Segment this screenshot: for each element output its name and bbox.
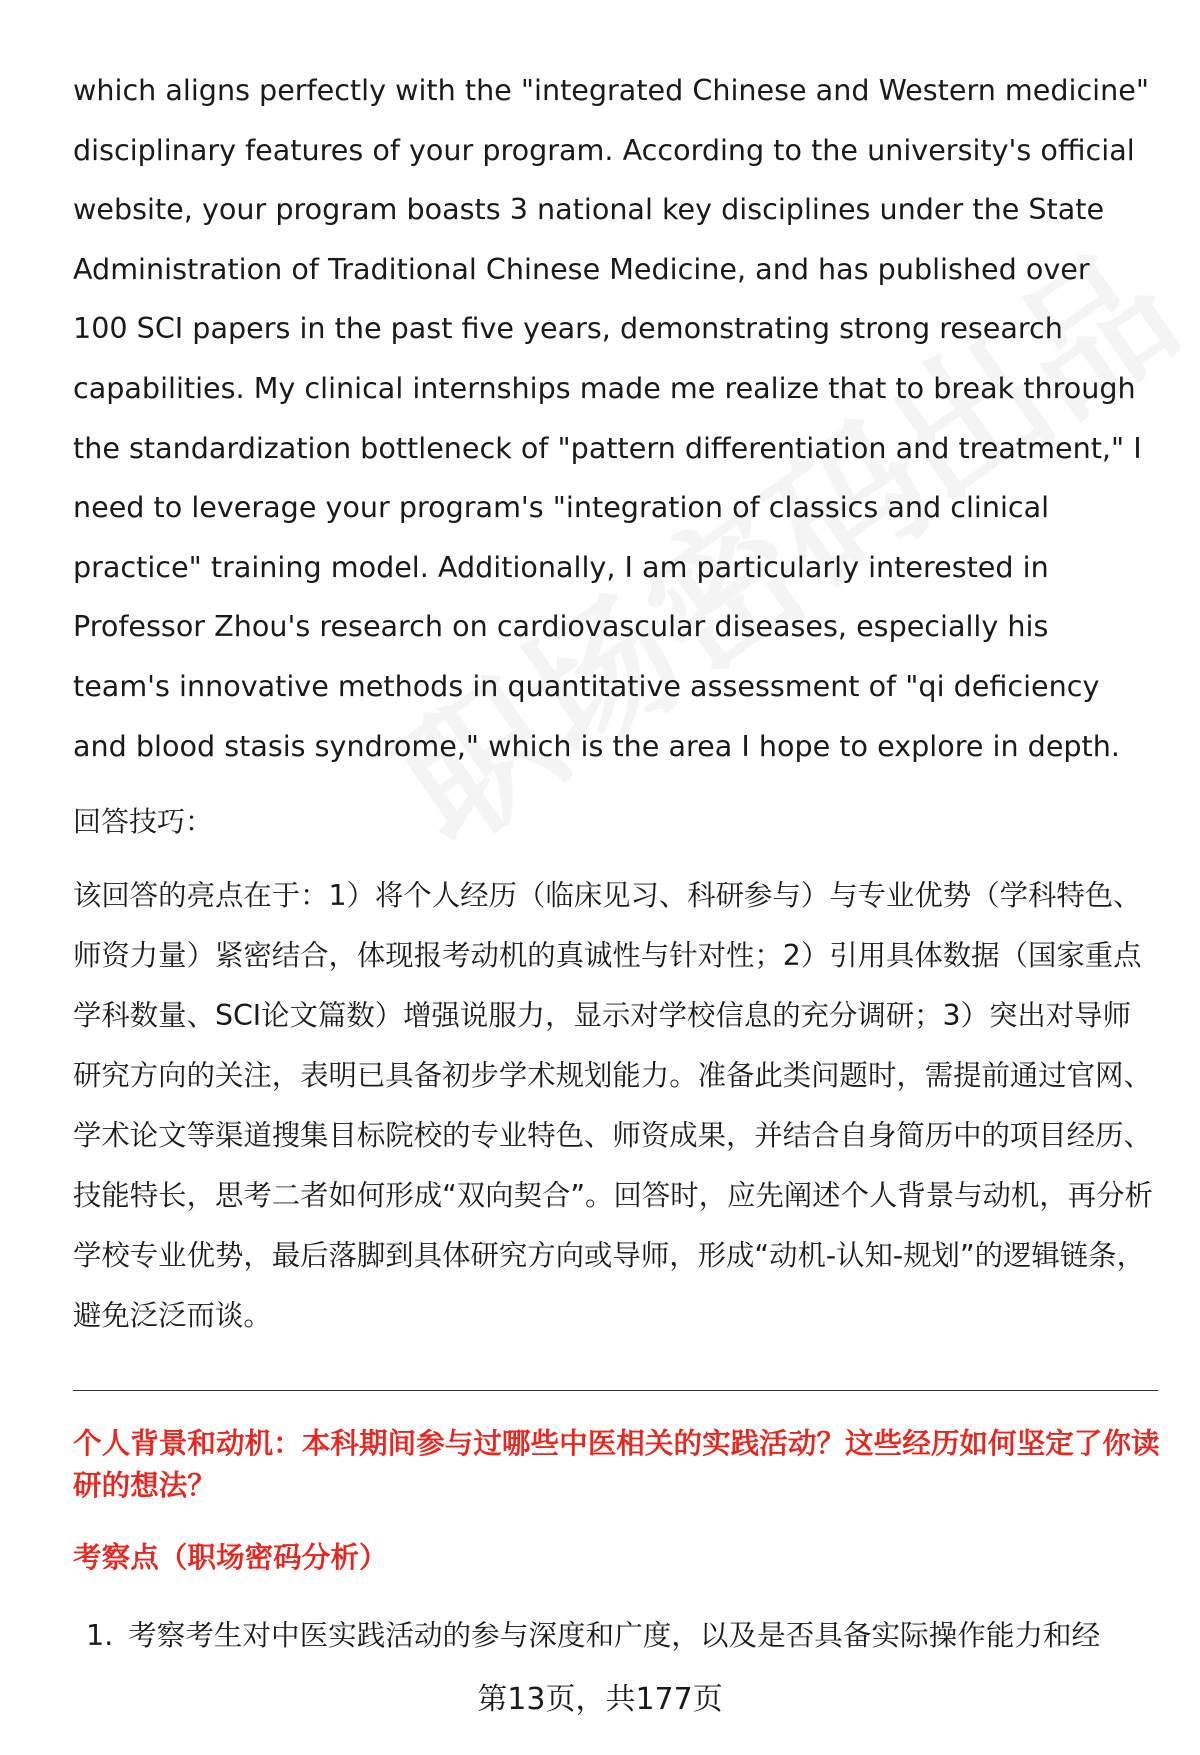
question-heading: 个人背景和动机：本科期间参与过哪些中医相关的实践活动？这些经历如何坚定了你读研的想法？ bbox=[73, 1426, 1160, 1502]
list-item-number: 1. bbox=[86, 1618, 114, 1652]
tips-paragraph: 该回答的亮点在于：1）将个人经历（临床见习、科研参与）与专业优势（学科特色、师资力量）紧密结合，体现报考动机的真诚性与针对性；2）引用具体数据（国家重点学科数量、SCI论文篇数）增强说服力，显示对学校信息的充分调研；3）突出对导师研究方向的关注，表明已具备初步学术规划能力。准备此类问题时，需提前通过官网、学术论文等渠道搜集目标院校的专业特色、师资成果，并结合自身简历中的项目经历、技能特长，思考二者如何形成“双向契合”。回答时，应先阐述个人背景与动机，再分析学校专业优势，最后落脚到具体研究方向或导师，形成“动机-认知-规划”的逻辑链条，避免泛泛而谈。 bbox=[73, 879, 1153, 1332]
list-item-text: 考察考生对中医实践活动的参与深度和广度，以及是否具备实际操作能力和经 bbox=[128, 1618, 1101, 1652]
tips-label: 回答技巧： bbox=[73, 805, 214, 838]
section-title: 考察点（职场密码分析） bbox=[73, 1540, 388, 1574]
english-paragraph: which aligns perfectly with the "integrated Chinese and Western medicine" disciplinary features of your program. According to the university's official website, your program boasts 3 national key disciplines under the State Administration of Traditional Chinese Medicine, and has published over 100 SCI papers in the past five years, demonstrating strong research capabilities. My clinical internships made me realize that to break through the standardization bottleneck of "pattern differentiation and treatment," I need to leverage your program's "integration of classics and clinical practice" training model. Additionally, I am particularly interested in Professor Zhou's research on cardiovascular diseases, especially his team's innovative methods in quantitative assessment of "qi deficiency and blood stasis syndrome," which is the area I hope to explore in depth. bbox=[73, 73, 1149, 763]
page-footer: 第13页，共177页 bbox=[477, 1682, 723, 1717]
section-divider bbox=[73, 1390, 1158, 1391]
list-item bbox=[86, 1614, 1166, 1656]
